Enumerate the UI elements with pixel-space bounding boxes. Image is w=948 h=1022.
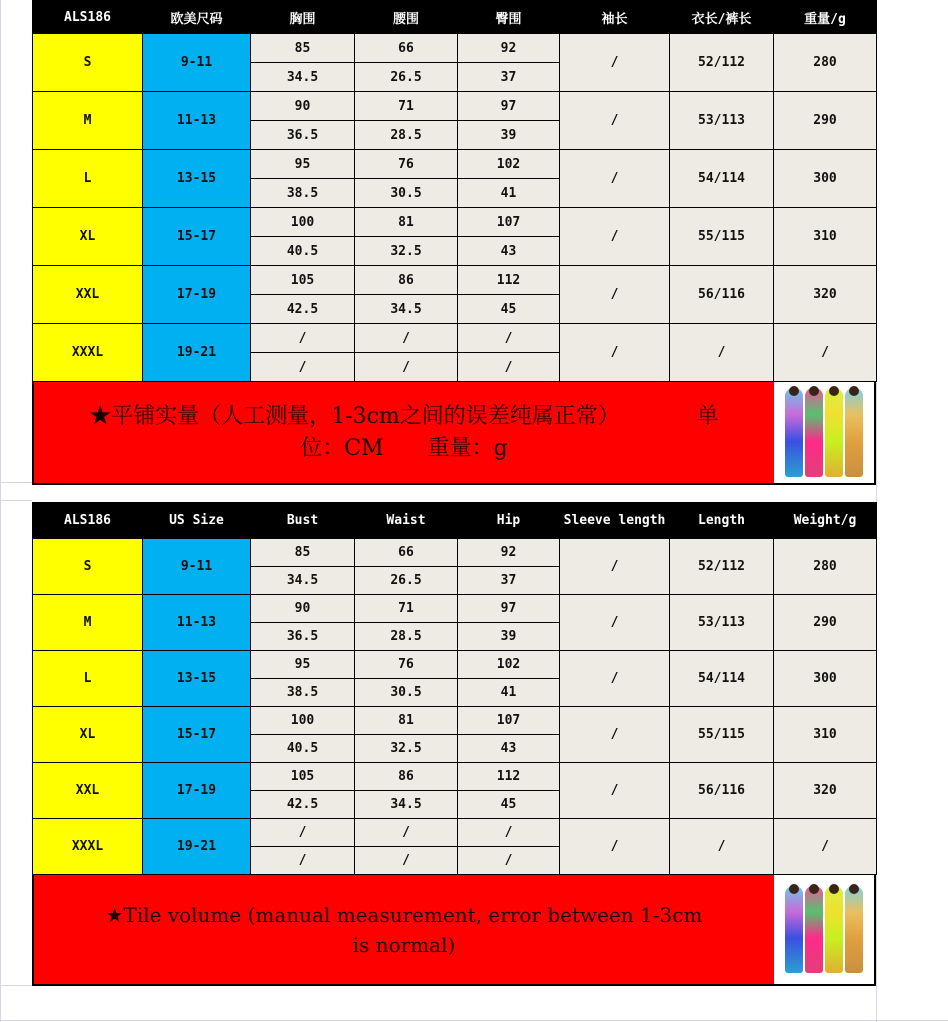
weight-g: 310 [774,707,877,763]
sleeve-length: / [560,208,670,266]
us-size: 13-15 [143,150,251,208]
bust-inch: 40.5 [251,237,355,266]
table-row [33,595,877,623]
bust-inch: 40.5 [251,735,355,763]
hip-inch: 43 [458,735,560,763]
hip-inch: / [458,353,560,382]
us-size: 19-21 [143,819,251,875]
product-figures [785,388,863,477]
bust-cm: 95 [251,651,355,679]
product-image [774,382,874,483]
sheet-gridline [0,500,32,501]
bust-cm: / [251,819,355,847]
hip-cm: / [458,324,560,353]
bust-cm: 100 [251,208,355,237]
header-model: ALS186 [33,1,143,34]
sheet-gridline [0,985,32,986]
weight-g: 280 [774,539,877,595]
us-size: 15-17 [143,208,251,266]
figure-orange [845,388,863,477]
header-length: 衣长/裤长 [670,1,774,34]
weight-g: 290 [774,595,877,651]
table-row [33,651,877,679]
measurement-note-banner [32,875,876,986]
table-body [33,539,877,875]
garment-length: 53/113 [670,595,774,651]
size-label: XXL [33,763,143,819]
bust-inch: 42.5 [251,295,355,324]
hip-inch: 41 [458,179,560,208]
table-row [33,819,877,847]
us-size: 11-13 [143,595,251,651]
table-row [33,92,877,121]
sleeve-length: / [560,595,670,651]
waist-cm: 71 [355,92,458,121]
waist-inch: / [355,847,458,875]
bust-cm: 105 [251,266,355,295]
table-row [33,34,877,63]
note-line-2: is normal) [352,932,456,957]
garment-length: 55/115 [670,707,774,763]
header-hip: 臀围 [458,1,560,34]
garment-length: 56/116 [670,763,774,819]
hip-cm: 92 [458,539,560,567]
header-weight: Weight/g [774,503,877,539]
size-label: S [33,539,143,595]
size-table-en [32,502,877,875]
header-sleeve: Sleeve length [560,503,670,539]
bust-inch: 42.5 [251,791,355,819]
waist-inch: 34.5 [355,295,458,324]
header-bust: Bust [251,503,355,539]
hip-inch: / [458,847,560,875]
bust-inch: 38.5 [251,679,355,707]
hip-inch: 43 [458,237,560,266]
waist-cm: / [355,819,458,847]
weight-g: 310 [774,208,877,266]
waist-inch: 28.5 [355,121,458,150]
waist-cm: 81 [355,208,458,237]
figure-blue [785,886,803,973]
measurement-note [34,875,774,984]
sleeve-length: / [560,763,670,819]
sheet-gridline [0,1020,948,1021]
weight-g: 300 [774,651,877,707]
sheet-gridline [0,482,32,483]
garment-length: / [670,819,774,875]
sleeve-length: / [560,819,670,875]
size-label: M [33,595,143,651]
hip-cm: 112 [458,266,560,295]
size-label: XXXL [33,324,143,382]
waist-inch: 30.5 [355,179,458,208]
hip-cm: 102 [458,651,560,679]
weight-g: 320 [774,763,877,819]
size-chart-cn [32,0,876,485]
header-us-size: 欧美尺码 [143,1,251,34]
table-row [33,324,877,353]
size-label: XXL [33,266,143,324]
hip-cm: 107 [458,707,560,735]
hip-inch: 41 [458,679,560,707]
waist-cm: 66 [355,539,458,567]
weight-g: / [774,324,877,382]
waist-inch: 28.5 [355,623,458,651]
table-row [33,150,877,179]
us-size: 19-21 [143,324,251,382]
figure-pink [805,388,823,477]
figure-yellow [825,886,843,973]
sleeve-length: / [560,34,670,92]
header-us-size: US Size [143,503,251,539]
weight-g: 290 [774,92,877,150]
garment-length: 52/112 [670,34,774,92]
figure-blue [785,388,803,477]
us-size: 11-13 [143,92,251,150]
size-label: XL [33,707,143,763]
garment-length: 54/114 [670,150,774,208]
waist-cm: 81 [355,707,458,735]
garment-length: 54/114 [670,651,774,707]
bust-inch: 34.5 [251,63,355,92]
sleeve-length: / [560,707,670,763]
weight-g: 280 [774,34,877,92]
hip-cm: 112 [458,763,560,791]
sleeve-length: / [560,266,670,324]
note-line-1: ★Tile volume (manual measurement, error between 1-3cm [105,902,703,927]
bust-inch: 38.5 [251,179,355,208]
table-row [33,707,877,735]
header-model: ALS186 [33,503,143,539]
measurement-note [34,382,774,483]
weight-g: / [774,819,877,875]
header-row [33,503,877,539]
header-waist: 腰围 [355,1,458,34]
table-row [33,266,877,295]
us-size: 15-17 [143,707,251,763]
waist-cm: 86 [355,763,458,791]
waist-cm: / [355,324,458,353]
us-size: 13-15 [143,651,251,707]
bust-cm: 105 [251,763,355,791]
waist-cm: 76 [355,150,458,179]
figure-orange [845,886,863,973]
bust-inch: / [251,353,355,382]
size-label: XXXL [33,819,143,875]
bust-inch: 36.5 [251,121,355,150]
us-size: 17-19 [143,763,251,819]
header-weight: 重量/g [774,1,877,34]
sleeve-length: / [560,150,670,208]
measurement-note-banner [32,382,876,485]
header-waist: Waist [355,503,458,539]
weight-g: 320 [774,266,877,324]
hip-inch: 37 [458,63,560,92]
header-hip: Hip [458,503,560,539]
header-sleeve: 袖长 [560,1,670,34]
bust-cm: 100 [251,707,355,735]
table-row [33,208,877,237]
hip-cm: 97 [458,595,560,623]
hip-inch: 37 [458,567,560,595]
size-label: L [33,150,143,208]
hip-cm: 97 [458,92,560,121]
waist-inch: 26.5 [355,567,458,595]
product-image [774,875,874,984]
bust-inch: 34.5 [251,567,355,595]
sheet-gridline [0,0,1,1022]
garment-length: 53/113 [670,92,774,150]
bust-cm: 90 [251,92,355,121]
table-body [33,34,877,382]
size-label: S [33,34,143,92]
us-size: 9-11 [143,539,251,595]
bust-cm: 90 [251,595,355,623]
hip-inch: 39 [458,623,560,651]
sleeve-length: / [560,651,670,707]
waist-cm: 71 [355,595,458,623]
size-label: M [33,92,143,150]
us-size: 17-19 [143,266,251,324]
garment-length: 52/112 [670,539,774,595]
waist-inch: 32.5 [355,735,458,763]
product-figures [785,886,863,973]
bust-inch: 36.5 [251,623,355,651]
waist-cm: 76 [355,651,458,679]
note-line-2: 位：CM 重量：g [300,435,508,461]
bust-cm: 95 [251,150,355,179]
us-size: 9-11 [143,34,251,92]
sleeve-length: / [560,92,670,150]
hip-inch: 39 [458,121,560,150]
waist-inch: 26.5 [355,63,458,92]
sleeve-length: / [560,324,670,382]
hip-cm: / [458,819,560,847]
size-table-cn [32,0,877,382]
waist-cm: 66 [355,34,458,63]
waist-inch: 30.5 [355,679,458,707]
bust-cm: 85 [251,34,355,63]
size-chart-en [32,502,876,986]
garment-length: 56/116 [670,266,774,324]
table-row [33,763,877,791]
header-row [33,1,877,34]
hip-inch: 45 [458,295,560,324]
header-bust: 胸围 [251,1,355,34]
hip-inch: 45 [458,791,560,819]
figure-pink [805,886,823,973]
size-label: L [33,651,143,707]
figure-yellow [825,388,843,477]
waist-cm: 86 [355,266,458,295]
waist-inch: 34.5 [355,791,458,819]
hip-cm: 107 [458,208,560,237]
bust-cm: 85 [251,539,355,567]
bust-cm: / [251,324,355,353]
garment-length: / [670,324,774,382]
bust-inch: / [251,847,355,875]
size-label: XL [33,208,143,266]
sleeve-length: / [560,539,670,595]
garment-length: 55/115 [670,208,774,266]
note-line-1: ★平铺实量（人工测量，1-3cm之间的误差纯属正常） 单 [89,403,719,429]
table-row [33,539,877,567]
weight-g: 300 [774,150,877,208]
waist-inch: / [355,353,458,382]
header-length: Length [670,503,774,539]
hip-cm: 92 [458,34,560,63]
hip-cm: 102 [458,150,560,179]
waist-inch: 32.5 [355,237,458,266]
